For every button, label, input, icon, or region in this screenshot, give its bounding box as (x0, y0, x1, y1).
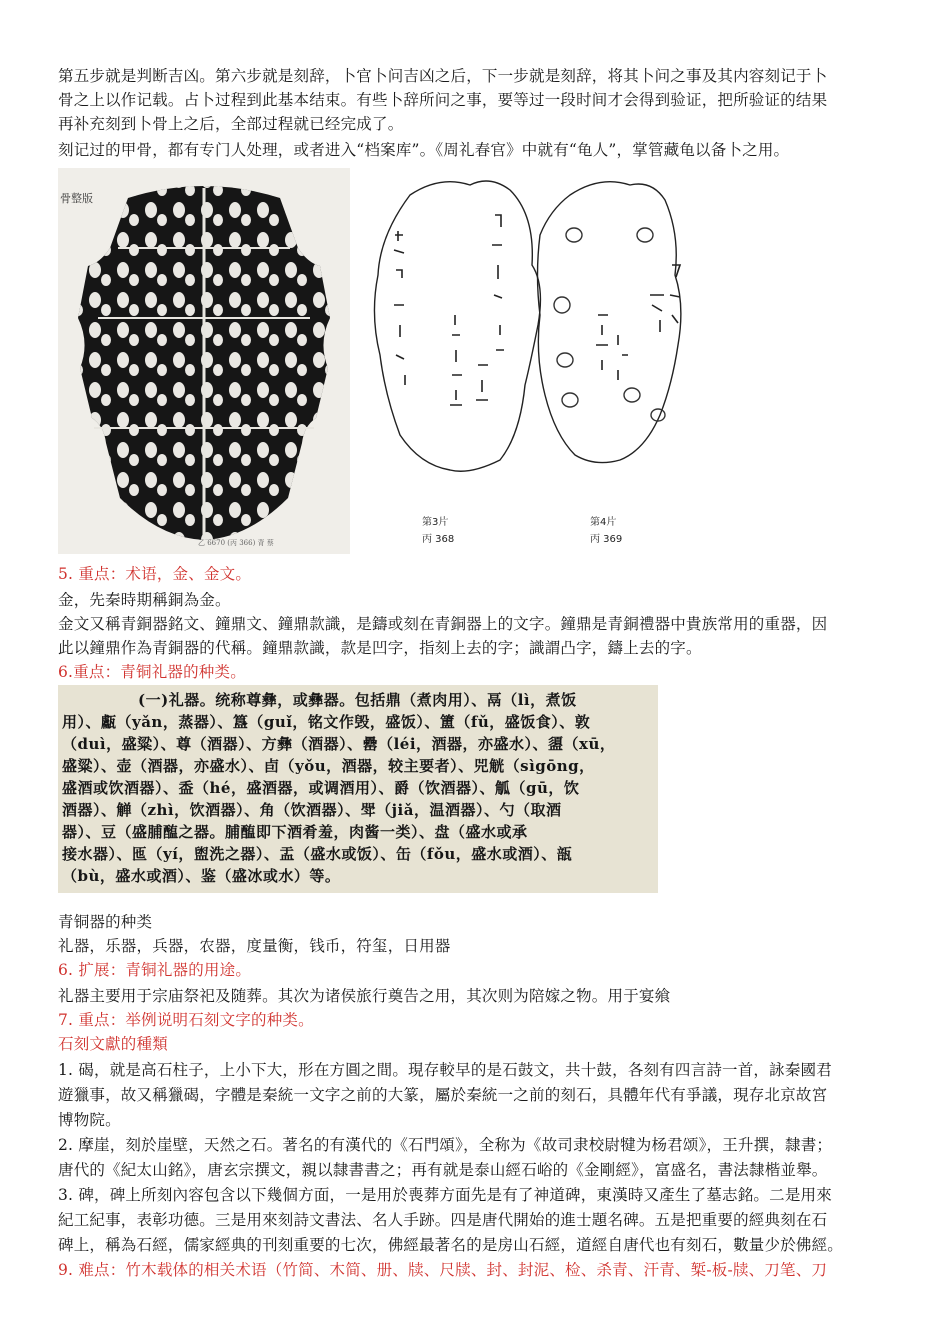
drawing-right-label: 第4片 (590, 517, 617, 528)
scan-line: 用）、甗（yǎn，蒸器）、簋（guǐ，铭文作毁，盛饭）、簠（fǔ，盛饭食）、敦 (62, 713, 591, 731)
paragraph-line: 3. 碑，碑上所刻內容包含以下幾個方面，一是用於喪葬方面先是有了神道碑，東漢時又產生了墓志銘。二是用來 (58, 1186, 832, 1204)
scan-line: 盛酒或饮酒器）、盉（hé，盛酒器，或调酒用）、爵（饮酒器）、觚（gū，饮 (62, 779, 580, 797)
rubbing-label: 骨整版 (60, 192, 93, 205)
bronze-ritual-vessels-scan (58, 685, 658, 893)
paragraph-line: 1. 碣，就是高石柱子，上小下大，形在方圓之間。現存較早的是石鼓文，共十鼓，各刻有四言詩一首，詠秦國君 (58, 1061, 832, 1079)
paragraph-line: 2. 摩崖，刻於崖壁，天然之石。著名的有漢代的《石門頌》，全称为《故司隶校尉犍为杨君颂》，王升撰，隸書； (58, 1136, 833, 1154)
scan-line: （bù，盛水或酒）、鉴（盛冰或水）等。 (62, 867, 341, 885)
rubbing-caption: 乙 6670 (丙 366) 背 蔡 (198, 539, 274, 547)
paragraph-line: 此以鐘鼎作為青銅器的代稱。鐘鼎款識，款是凹字，指刻上去的字；識謂凸字，鑄上去的字。 (58, 639, 702, 657)
paragraph-line: 遊獵事，故又稱獵碣，字體是秦統一文字之前的大篆，屬於秦統一之前的刻石，具體年代有爭議，現存北京故宮 (58, 1086, 828, 1104)
section-9-heading: 9. 难点：竹木载体的相关术语（竹简、木简、册、牍、尺牍、封、封泥、检、杀青、汗青、椠-板-牍、刀笔、刀 (58, 1261, 828, 1279)
paragraph-line: 礼器主要用于宗庙祭祀及随葬。其次为诸侯旅行奠告之用，其次则为陪嫁之物。用于宴飨 (58, 987, 671, 1005)
section-7-heading: 7. 重点：举例说明石刻文字的种类。 (58, 1011, 314, 1029)
drawing-left-label: 第3片 (422, 517, 449, 528)
scan-line: 酒器）、觯（zhì，饮酒器）、角（饮酒器）、斝（jiǎ，温酒器）、勺（取酒 (62, 801, 562, 819)
paragraph-line: 金，先秦時期稱銅為金。 (58, 591, 231, 609)
section-6b-heading: 6. 扩展：青铜礼器的用途。 (58, 961, 252, 979)
paragraph-line: 唐代的《紀太山銘》，唐玄宗撰文，親以隸書書之；再有就是泰山經石峪的《金剛經》，富盛名，書法隸楷並舉。 (58, 1161, 828, 1179)
paragraph-line: 骨之上以作记载。占卜过程到此基本结束。有些卜辞所问之事，要等过一段时间才会得到验证，把所验证的结果 (58, 91, 828, 109)
plastron-line-drawings (360, 175, 690, 555)
scan-line: 盛粱）、壶（酒器，亦盛水）、卣（yǒu，酒器，较主要者）、兕觥（sìgōng， (62, 757, 595, 775)
scan-line: （duì，盛粱）、尊（酒器）、方彝（酒器）、罍（léi，酒器，亦盛水）、盨（xū， (62, 735, 616, 753)
drawing-left-number: 丙 368 (422, 534, 455, 545)
section-7-subheading: 石刻文獻的種類 (58, 1035, 168, 1053)
paragraph-line: 紀工紀事，表彰功德。三是用來刻詩文書法、名人手跡。四是唐代開始的進士題名碑。五是把重要的經典刻在石 (58, 1211, 828, 1229)
paragraph-line: 刻记过的甲骨，都有专门人处理，或者进入“档案库”。《周礼春官》中就有“龟人”，掌管藏龟以备卜之用。 (58, 141, 790, 159)
paragraph-line: 再补充刻到卜骨上之后，全部过程就已经完成了。 (58, 115, 404, 133)
drawing-right-number: 丙 369 (590, 534, 623, 545)
scan-line: 器）、豆（盛脯醢之器。脯醢即下酒肴羞，肉酱一类）、盘（盛水或承 (62, 823, 528, 841)
scan-line: (一)礼器。统称尊彝，或彝器。包括鼎（煮肉用）、鬲（lì，煮饭 (138, 691, 577, 709)
scan-line: 接水器）、匜（yí，盥洗之器）、盂（盛水或饭）、缶（fǒu，盛水或酒）、瓿 (62, 845, 573, 863)
oracle-bone-rubbing-image (58, 168, 350, 554)
plastron-outlines (360, 175, 690, 515)
turtle-plastron-rubbing (58, 168, 350, 554)
paragraph-line: 第五步就是判断吉凶。第六步就是刻辞，卜官卜问吉凶之后，下一步就是刻辞，将其卜问之事及其内容刻记于卜 (58, 67, 828, 85)
paragraph-line: 金文又稱青銅器銘文、鐘鼎文、鐘鼎款識，是鑄或刻在青銅器上的文字。鐘鼎是青銅禮器中貴族常用的重器，因 (58, 615, 828, 633)
paragraph-line: 礼器，乐器，兵器，农器，度量衡，钱币，符玺，日用器 (58, 937, 451, 955)
paragraph-line: 碑上，稱為石經，儒家經典的刊刻重要的七次，佛經最著名的是房山石經，道經自唐代也有刻石，數量少於佛經。 (58, 1236, 844, 1254)
section-6-heading: 6.重点：青铜礼器的种类。 (58, 663, 246, 681)
paragraph-line: 博物院。 (58, 1111, 121, 1129)
paragraph-line: 青铜器的种类 (58, 913, 153, 931)
section-5-heading: 5. 重点：术语，金、金文。 (58, 565, 252, 583)
